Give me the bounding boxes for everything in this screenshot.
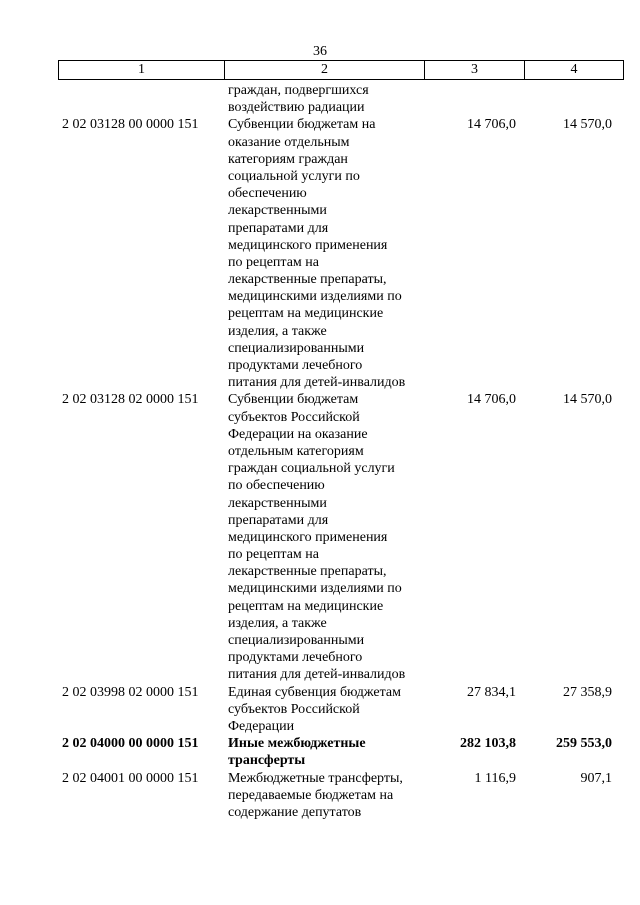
budget-code [58, 718, 224, 735]
budget-code [58, 340, 224, 357]
table-line [58, 649, 624, 666]
description: Субвенции бюджетам [228, 392, 359, 408]
table-line [58, 237, 624, 254]
table-line [58, 735, 624, 752]
description: питания для детей-инвалидов [228, 667, 406, 683]
amount-col-4 [524, 460, 622, 477]
description: передаваемые бюджетам на [228, 787, 394, 803]
amount-col-3 [424, 151, 524, 168]
table-line [58, 357, 624, 374]
amount-col-3 [424, 305, 524, 322]
amount-col-4 [524, 752, 622, 769]
amount-col-4 [524, 426, 622, 443]
amount-col-3 [424, 426, 524, 443]
budget-code [58, 426, 224, 443]
amount-col-3 [424, 563, 524, 580]
description: Субвенции бюджетам на [228, 117, 376, 133]
table-line [58, 254, 624, 271]
amount-col-4 [524, 529, 622, 546]
description: по рецептам на [228, 547, 319, 563]
table-line [58, 752, 624, 769]
description: Федерации [228, 718, 295, 734]
amount-col-3 [424, 649, 524, 666]
description: продуктами лечебного [228, 358, 363, 373]
description: изделия, а также [228, 323, 327, 339]
amount-col-3 [424, 374, 524, 391]
description: питания для детей-инвалидов [228, 375, 406, 391]
amount-col-3 [424, 357, 524, 374]
amount-col-4 [524, 134, 622, 151]
table-line [58, 374, 624, 391]
amount-col-3: 27 834,1 [467, 684, 516, 700]
amount-col-3 [424, 752, 524, 769]
table-line [58, 305, 624, 322]
budget-code [58, 546, 224, 563]
amount-col-3: 282 103,8 [460, 736, 516, 752]
description: отдельным категориям [228, 443, 364, 459]
table-line [58, 99, 624, 116]
amount-col-3 [424, 82, 524, 99]
description: лекарственными [228, 203, 327, 219]
table-line [58, 684, 624, 701]
table-line [58, 563, 624, 580]
amount-col-4 [524, 374, 622, 391]
amount-col-4: 14 570,0 [563, 117, 612, 133]
amount-col-4 [524, 409, 622, 426]
amount-col-3 [424, 254, 524, 271]
amount-col-4 [524, 666, 622, 683]
table-line [58, 288, 624, 305]
table-line [58, 615, 624, 632]
table-line [58, 220, 624, 237]
amount-col-3 [424, 168, 524, 185]
amount-col-3 [424, 323, 524, 340]
amount-col-4: 27 358,9 [563, 684, 612, 700]
amount-col-4 [524, 271, 622, 288]
description: специализированными [228, 340, 365, 356]
amount-col-3 [424, 460, 524, 477]
amount-col-4: 907,1 [580, 770, 612, 786]
header-col-2: 2 [225, 61, 425, 79]
amount-col-3: 1 116,9 [474, 770, 516, 786]
budget-code [58, 82, 224, 99]
budget-code [58, 323, 224, 340]
amount-col-3 [424, 666, 524, 683]
table-line [58, 770, 624, 787]
budget-code [58, 443, 224, 460]
amount-col-4 [524, 632, 622, 649]
table-line [58, 512, 624, 529]
description: лекарственные препараты, [228, 564, 387, 580]
budget-code [58, 666, 224, 683]
budget-code [58, 168, 224, 185]
budget-code [58, 288, 224, 305]
amount-col-4 [524, 357, 622, 374]
amount-col-3 [424, 185, 524, 202]
amount-col-4 [524, 546, 622, 563]
amount-col-3 [424, 632, 524, 649]
amount-col-4 [524, 701, 622, 718]
amount-col-4 [524, 305, 622, 322]
budget-code [58, 512, 224, 529]
table-line [58, 409, 624, 426]
amount-col-3 [424, 787, 524, 804]
amount-col-4 [524, 477, 622, 494]
budget-code [58, 202, 224, 219]
description: трансферты [228, 753, 306, 769]
budget-code [58, 134, 224, 151]
description: категориям граждан [228, 151, 348, 167]
description: Единая субвенция бюджетам [228, 684, 401, 700]
budget-code [58, 254, 224, 271]
description: социальной услуги по [228, 168, 360, 184]
table-line [58, 82, 624, 99]
budget-code: 2 02 03128 00 0000 151 [62, 117, 199, 133]
budget-code [58, 305, 224, 322]
header-col-1: 1 [59, 61, 225, 79]
amount-col-3 [424, 529, 524, 546]
table-line [58, 666, 624, 683]
amount-col-3 [424, 443, 524, 460]
amount-col-3 [424, 477, 524, 494]
amount-col-4 [524, 615, 622, 632]
description: граждан, подвергшихся [228, 83, 369, 98]
amount-col-3 [424, 202, 524, 219]
amount-col-3 [424, 237, 524, 254]
amount-col-3 [424, 288, 524, 305]
amount-col-4 [524, 168, 622, 185]
table-line [58, 804, 624, 821]
amount-col-4 [524, 202, 622, 219]
amount-col-4 [524, 563, 622, 580]
description: лекарственные препараты, [228, 272, 387, 288]
amount-col-4 [524, 99, 622, 116]
amount-col-4 [524, 237, 622, 254]
budget-code [58, 563, 224, 580]
table-line [58, 580, 624, 597]
budget-code [58, 357, 224, 374]
budget-code [58, 374, 224, 391]
budget-code [58, 804, 224, 821]
table-line [58, 271, 624, 288]
table-line [58, 529, 624, 546]
amount-col-3 [424, 718, 524, 735]
amount-col-4 [524, 804, 622, 821]
budget-code [58, 787, 224, 804]
description: рецептам на медицинские [228, 598, 384, 614]
table-line [58, 185, 624, 202]
table-line [58, 116, 624, 133]
amount-col-4 [524, 82, 622, 99]
table-line [58, 460, 624, 477]
amount-col-3 [424, 598, 524, 615]
amount-col-3: 14 706,0 [467, 117, 516, 133]
budget-code [58, 701, 224, 718]
amount-col-4 [524, 580, 622, 597]
amount-col-4: 14 570,0 [563, 392, 612, 408]
budget-code [58, 409, 224, 426]
budget-code [58, 237, 224, 254]
budget-code [58, 460, 224, 477]
amount-col-4 [524, 787, 622, 804]
amount-col-4 [524, 323, 622, 340]
amount-col-4: 259 553,0 [556, 736, 612, 752]
table-line [58, 443, 624, 460]
budget-code [58, 185, 224, 202]
table-line [58, 787, 624, 804]
budget-code [58, 580, 224, 597]
amount-col-3 [424, 134, 524, 151]
amount-col-3 [424, 701, 524, 718]
amount-col-3 [424, 99, 524, 116]
description: оказание отдельным [228, 134, 350, 150]
budget-code [58, 649, 224, 666]
amount-col-3 [424, 409, 524, 426]
amount-col-4 [524, 151, 622, 168]
description: воздействию радиации [228, 100, 365, 116]
amount-col-4 [524, 220, 622, 237]
amount-col-4 [524, 288, 622, 305]
description: по рецептам на [228, 254, 319, 270]
amount-col-3 [424, 495, 524, 512]
description: рецептам на медицинские [228, 306, 384, 322]
header-col-4: 4 [570, 62, 578, 77]
amount-col-4 [524, 185, 622, 202]
table-line [58, 151, 624, 168]
description: изделия, а также [228, 615, 327, 631]
table-line [58, 168, 624, 185]
description: Межбюджетные трансферты, [228, 770, 403, 786]
amount-col-3 [424, 546, 524, 563]
description: по обеспечению [228, 478, 325, 494]
budget-code [58, 220, 224, 237]
budget-code: 2 02 04001 00 0000 151 [62, 770, 199, 786]
amount-col-3 [424, 615, 524, 632]
amount-col-4 [524, 340, 622, 357]
budget-code: 2 02 03128 02 0000 151 [62, 392, 199, 408]
table-line [58, 718, 624, 735]
budget-code [58, 598, 224, 615]
budget-code [58, 477, 224, 494]
amount-col-4 [524, 495, 622, 512]
amount-col-3 [424, 340, 524, 357]
table-line [58, 701, 624, 718]
amount-col-3 [424, 804, 524, 821]
budget-code [58, 271, 224, 288]
amount-col-4 [524, 649, 622, 666]
table-line [58, 477, 624, 494]
budget-code [58, 495, 224, 512]
budget-code [58, 752, 224, 769]
table-body [58, 82, 624, 821]
budget-code: 2 02 04000 00 0000 151 [62, 736, 199, 752]
description: субъектов Российской [228, 701, 360, 717]
description: препаратами для [228, 220, 329, 236]
description: медицинскими изделиями по [228, 581, 402, 597]
amount-col-4 [524, 718, 622, 735]
budget-code [58, 99, 224, 116]
amount-col-3 [424, 220, 524, 237]
table-line [58, 340, 624, 357]
description: содержание депутатов [228, 804, 362, 820]
amount-col-3 [424, 580, 524, 597]
description: медицинского применения [228, 237, 388, 253]
table-line [58, 323, 624, 340]
table-header [58, 60, 624, 80]
description: граждан социальной услуги [228, 461, 395, 477]
budget-code [58, 615, 224, 632]
table-line [58, 495, 624, 512]
budget-code [58, 151, 224, 168]
description: препаратами для [228, 512, 329, 528]
table-line [58, 598, 624, 615]
amount-col-4 [524, 254, 622, 271]
table-line [58, 391, 624, 408]
table-line [58, 426, 624, 443]
description: обеспечению [228, 186, 307, 202]
table-line [58, 546, 624, 563]
description: медицинскими изделиями по [228, 289, 402, 305]
description: специализированными [228, 633, 365, 648]
description: лекарственными [228, 495, 327, 511]
description: медицинского применения [228, 529, 388, 545]
table-line [58, 134, 624, 151]
description: Федерации на оказание [228, 426, 368, 442]
table-line [58, 202, 624, 219]
amount-col-3 [424, 271, 524, 288]
amount-col-4 [524, 598, 622, 615]
amount-col-4 [524, 443, 622, 460]
description: продуктами лечебного [228, 650, 363, 666]
amount-col-3: 14 706,0 [467, 392, 516, 408]
description: Иные межбюджетные [228, 736, 366, 752]
header-col-3: 3 [425, 61, 525, 79]
table-line [58, 632, 624, 649]
description: субъектов Российской [228, 409, 360, 425]
budget-code [58, 529, 224, 546]
budget-code: 2 02 03998 02 0000 151 [62, 684, 199, 700]
amount-col-4 [524, 512, 622, 529]
page-number: 36 [313, 44, 327, 59]
budget-code [58, 632, 224, 649]
amount-col-3 [424, 512, 524, 529]
